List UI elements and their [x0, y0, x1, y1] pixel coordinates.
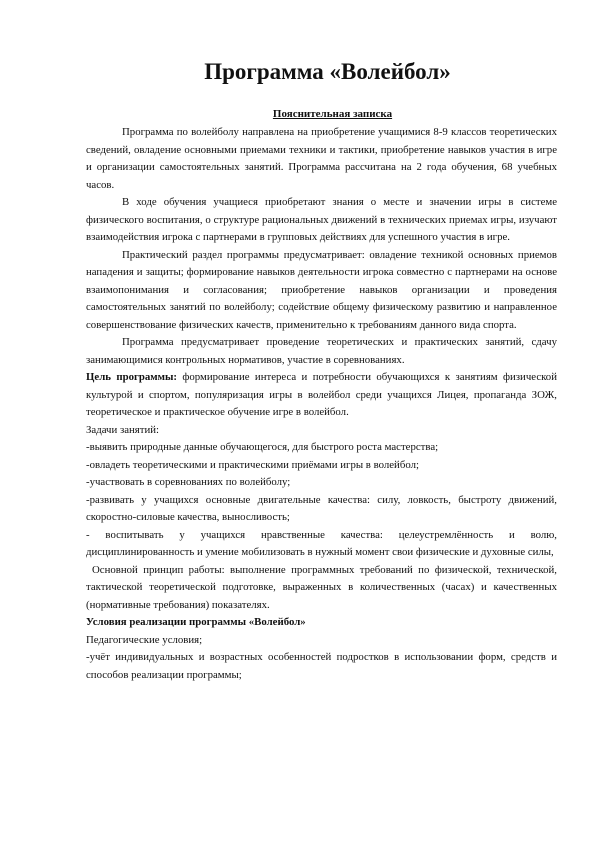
document-body [86, 124, 557, 684]
task-item: -развивать у учащихся основные двигательные качества: силу, ловкость, быстроту движений, скоростно-силовые качества, выносливость; [86, 493, 557, 523]
document-title: Программа «Волейбол» [204, 59, 451, 84]
goal-label: Цель программы: [86, 371, 178, 383]
goal-text: формирование интереса и потребности обучающихся к занятиям физической культурой и спортом, популяризация игры в волейбол среди учащихся Лицея, пропаганда ЗОЖ, теоретическое и практическое обучение игре в волейбол. [86, 371, 557, 418]
document-subtitle: Пояснительная записка [272, 108, 393, 120]
paragraph-intro: Программа по волейболу направлена на приобретение учащимися 8-9 классов теоретических сведений, овладение основными приемами техники и тактики, приобретение навыков участия в игре и организации самостоятельных занятий. Программа рассчитана на 2 года обучения, 68 учебных часов. [86, 126, 557, 191]
paragraph-goal [86, 369, 557, 422]
condition-item: -учёт индивидуальных и возрастных особенностей подростков в использовании форм, средств и способов реализации программы; [86, 651, 557, 681]
paragraph-principle: Основной принцип работы: выполнение программных требований по физической, технической, тактической теоретической подготовке, выраженных в количественных (часах) и качественных (нормативные требования) показателях. [86, 563, 557, 611]
task-item: -выявить природные данные обучающегося, для быстрого роста мастерства; [86, 441, 439, 453]
pedagogic-heading: Педагогические условия; [86, 633, 203, 646]
paragraph-knowledge: В ходе обучения учащиеся приобретают знания о месте и значении игры в системе физического воспитания, о структуре рациональных движений в технических приемах игры, изучают взаимодействия игрока с партнерами в групповых действиях для успешного участия в игре. [86, 196, 557, 243]
tasks-heading: Задачи занятий: [86, 423, 160, 436]
paragraph-program: Программа предусматривает проведение теоретических и практических занятий, сдачу занимающимися контрольных нормативов, участие в соревнованиях. [86, 336, 557, 366]
paragraph-practical: Практический раздел программы предусматривает: овладение техникой основных приемов нападения и защиты; формирование навыков деятельности игрока совместно с партнерами на основе взаимопонимания и согласования; приобретение навыков организации и проведения самостоятельных занятий по волейболу; содействие общему физическому развитию и направленное совершенствование физических качеств, применительно к требованиям данного вида спорта. [86, 248, 557, 331]
task-item: -участвовать в соревнованиях по волейболу; [86, 476, 291, 488]
task-item: -овладеть теоретическими и практическими приёмами игры в волейбол; [86, 458, 419, 471]
conditions-heading: Условия реализации программы «Волейбол» [86, 616, 306, 628]
task-item: - воспитывать у учащихся нравственные качества: целеустремлённость и волю, дисциплинированность и умение мобилизовать в нужный момент свои физические и духовные силы, [86, 528, 557, 558]
